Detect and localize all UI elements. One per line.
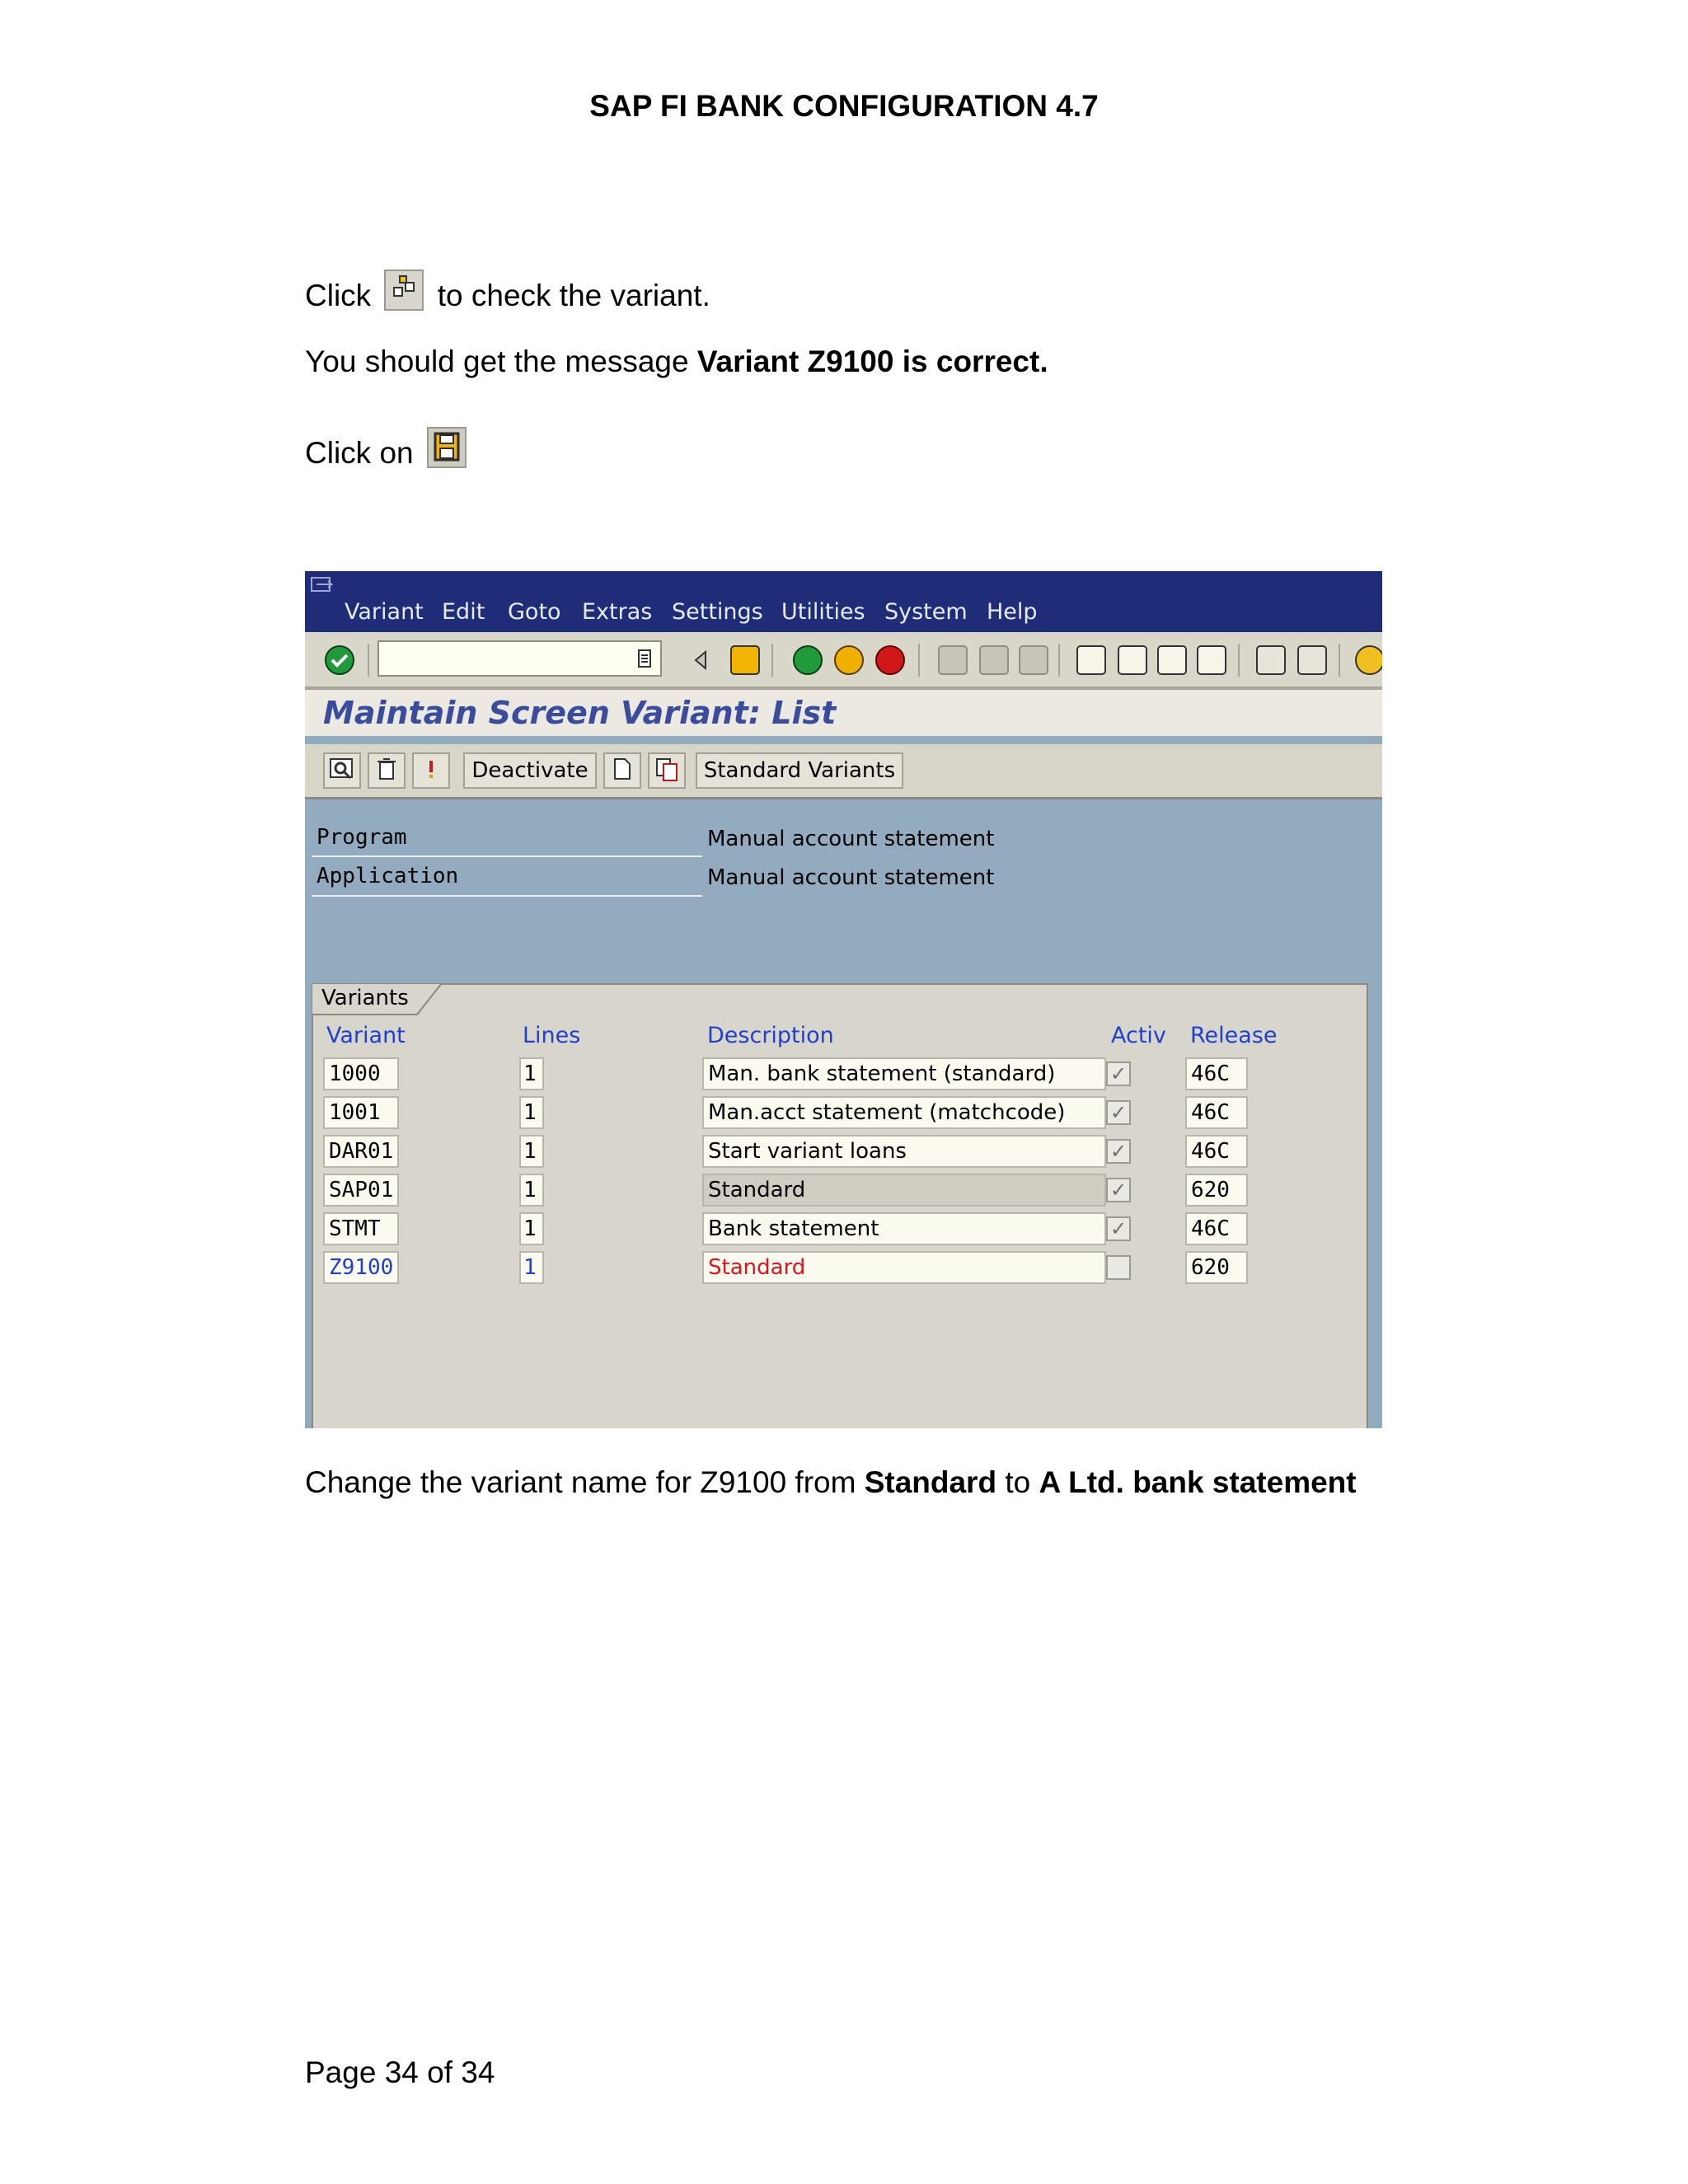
field-divider [312,855,702,857]
window-menu-icon[interactable] [310,576,338,599]
separator [1339,644,1340,677]
document-title: SAP FI BANK CONFIGURATION 4.7 [589,89,1099,123]
active-checkbox[interactable]: ✓ [1106,1178,1131,1202]
lines-cell[interactable]: 1 [519,1096,544,1129]
menu-extras[interactable]: Extras [582,599,653,625]
release-cell[interactable]: 46C [1185,1212,1248,1245]
delete-button[interactable] [368,752,406,789]
instruction-text: Click [305,279,372,312]
command-field[interactable] [377,640,662,677]
field-divider [312,895,702,897]
release-cell[interactable]: 620 [1185,1251,1248,1284]
page-number: Page 34 of 34 [305,2055,495,2089]
release-cell[interactable]: 46C [1185,1057,1248,1090]
instruction-text: Change the variant name for Z9100 from [305,1465,856,1499]
trash-icon [372,754,401,784]
variant-cell[interactable]: 1000 [323,1057,399,1090]
display-button[interactable] [323,752,361,789]
help-icon[interactable] [1355,645,1382,675]
lines-cell[interactable]: 1 [519,1251,544,1284]
lines-cell[interactable]: 1 [519,1057,544,1090]
active-checkbox[interactable] [1106,1255,1131,1280]
column-description[interactable]: Description [707,1023,834,1048]
instruction-text: to [1005,1465,1031,1499]
column-variant[interactable]: Variant [326,1023,406,1048]
lines-cell[interactable]: 1 [519,1174,544,1207]
column-release[interactable]: Release [1190,1023,1278,1048]
active-checkbox[interactable]: ✓ [1106,1216,1131,1241]
message-text: Variant Z9100 is correct. [696,344,1048,378]
collapse-icon[interactable] [692,649,709,672]
print-icon[interactable] [938,645,968,675]
active-checkbox[interactable]: ✓ [1106,1100,1131,1125]
cancel-icon[interactable] [875,645,905,675]
release-cell[interactable]: 46C [1185,1135,1248,1168]
description-cell[interactable]: Standard [702,1251,1106,1284]
previous-page-icon[interactable] [1118,645,1147,675]
first-page-icon[interactable] [1076,645,1106,675]
separator [918,644,920,677]
separator [771,644,773,677]
instruction-text: to check the variant. [437,279,710,312]
sap-window [305,571,1382,1428]
variant-cell[interactable]: DAR01 [323,1135,399,1168]
lines-cell[interactable]: 1 [519,1212,544,1245]
instruction-save [305,427,471,471]
active-checkbox[interactable]: ✓ [1106,1062,1131,1086]
description-cell[interactable]: Man.acct statement (matchcode) [702,1096,1106,1129]
lines-cell[interactable]: 1 [519,1135,544,1168]
copy-icon [652,754,682,784]
variant-cell[interactable]: STMT [323,1212,399,1245]
exit-icon[interactable] [834,645,864,675]
enter-icon[interactable] [325,645,354,675]
variants-tab[interactable]: Variants [321,986,409,1010]
last-page-icon[interactable] [1197,645,1226,675]
description-cell[interactable]: Start variant loans [702,1135,1106,1168]
menu-edit[interactable]: Edit [442,599,485,625]
menu-variant[interactable]: Variant [345,599,424,625]
description-cell[interactable]: Bank statement [702,1212,1106,1245]
magnifier-icon [327,754,357,784]
instruction-text: Click on [305,436,414,470]
next-page-icon[interactable] [1157,645,1187,675]
new-name: A Ltd. bank statement [1039,1465,1357,1499]
after-instruction [305,1465,1357,1500]
activate-button[interactable] [412,752,450,789]
menu-utilities[interactable]: Utilities [781,599,865,625]
check-variant-icon [384,269,424,311]
separator [368,644,369,677]
application-value: Manual account statement [707,865,995,890]
menu-bar [305,571,1382,632]
variant-cell[interactable]: Z9100 [323,1251,399,1284]
title-bar [305,690,1382,736]
application-toolbar [305,744,1382,799]
create-button[interactable] [603,752,641,789]
application-label: Application [316,864,459,888]
active-checkbox[interactable]: ✓ [1106,1139,1131,1164]
instruction-text: You should get the message [305,344,689,378]
description-cell[interactable]: Man. bank statement (standard) [702,1057,1106,1090]
find-icon[interactable] [979,645,1009,675]
exclamation-icon [416,754,446,784]
save-icon [427,427,467,468]
release-cell[interactable]: 46C [1185,1096,1248,1129]
variant-cell[interactable]: 1001 [323,1096,399,1129]
column-lines[interactable]: Lines [523,1023,581,1048]
program-label: Program [316,825,407,850]
deactivate-button[interactable]: Deactivate [463,752,597,789]
menu-goto[interactable]: Goto [508,599,561,625]
release-cell[interactable]: 620 [1185,1174,1248,1207]
menu-help[interactable]: Help [987,599,1038,625]
separator [1238,644,1240,677]
instruction-check [305,269,710,313]
copy-button[interactable] [648,752,686,789]
menu-settings[interactable]: Settings [672,599,763,625]
separator [1058,644,1060,677]
shortcut-icon[interactable] [1297,645,1327,675]
menu-system[interactable]: System [884,599,968,625]
back-icon[interactable] [793,645,823,675]
new-session-icon[interactable] [1256,645,1286,675]
screen-title: Maintain Screen Variant: List [323,695,837,731]
old-name: Standard [864,1465,997,1499]
find-next-icon[interactable] [1019,645,1048,675]
save-icon[interactable] [730,645,760,675]
instruction-message [305,344,1048,379]
standard-variants-button[interactable]: Standard Variants [696,752,903,789]
page-icon [607,754,637,784]
variant-cell[interactable]: SAP01 [323,1174,399,1207]
history-icon[interactable] [637,649,652,668]
description-cell[interactable]: Standard [702,1174,1106,1207]
standard-toolbar [305,632,1382,690]
program-value: Manual account statement [707,827,995,851]
column-activ[interactable]: Activ [1111,1023,1166,1048]
